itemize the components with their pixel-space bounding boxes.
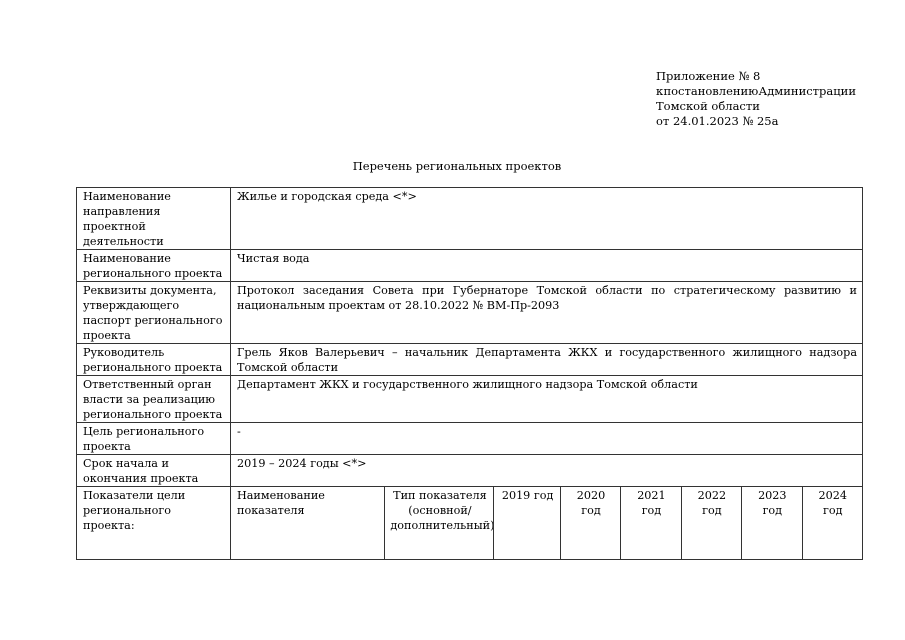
row-label: Цель регионального проекта bbox=[77, 423, 231, 455]
appendix-header bbox=[656, 69, 856, 129]
appendix-number: Приложение № 8 bbox=[656, 69, 761, 83]
row-value: Грель Яков Валерьевич – начальник Департамента ЖКХ и государственного жилищного надзора Томской области bbox=[231, 344, 863, 376]
appendix-region: Томской области bbox=[656, 99, 760, 113]
appendix-decree-word: постановлению bbox=[663, 84, 759, 98]
table-row bbox=[77, 250, 863, 282]
row-label: Реквизиты документа, утверждающего паспорт регионального проекта bbox=[77, 282, 231, 344]
row-label: Наименование направления проектной деятельности bbox=[77, 188, 231, 250]
document-title: Перечень региональных проектов bbox=[352, 159, 562, 173]
table-row bbox=[77, 423, 863, 455]
row-label: Руководитель регионального проекта bbox=[77, 344, 231, 376]
indicator-col-2019: 2019 год bbox=[493, 487, 559, 559]
row-value: 2019 – 2024 годы <*> bbox=[231, 455, 863, 487]
row-label: Срок начала и окончания проекта bbox=[77, 455, 231, 487]
appendix-decree-line bbox=[656, 84, 856, 99]
row-value: Протокол заседания Совета при Губернаторе Томской области по стратегическому развитию и национальным проектам от 28.10.2022 № ВМ-Пр-2093 bbox=[231, 282, 863, 344]
projects-table bbox=[76, 187, 863, 560]
row-label: Наименование регионального проекта bbox=[77, 250, 231, 282]
appendix-decree-prefix: к bbox=[656, 84, 664, 98]
row-value: - bbox=[231, 423, 863, 455]
row-value: Жилье и городская среда <*> bbox=[231, 188, 863, 250]
indicator-col-2020: 2020 год bbox=[560, 487, 620, 559]
indicator-col-2021: 2021 год bbox=[620, 487, 680, 559]
indicator-col-2024: 2024 год bbox=[802, 487, 862, 559]
indicators-label: Показатели цели регионального проекта: bbox=[77, 487, 231, 560]
indicators-row bbox=[77, 487, 863, 560]
appendix-date: от 24.01.2023 № 25а bbox=[656, 114, 779, 128]
table-row bbox=[77, 455, 863, 487]
table-row bbox=[77, 188, 863, 250]
table-row bbox=[77, 344, 863, 376]
row-label: Ответственный орган власти за реализацию регионального проекта bbox=[77, 376, 231, 423]
appendix-decree-admin: Администрации bbox=[758, 84, 856, 98]
table-row bbox=[77, 282, 863, 344]
indicators-grid bbox=[231, 487, 863, 560]
indicator-col-type: Тип показателя (основной/ дополнительный) bbox=[384, 487, 493, 559]
row-value: Чистая вода bbox=[231, 250, 863, 282]
indicator-col-2023: 2023 год bbox=[741, 487, 801, 559]
indicator-col-2022: 2022 год bbox=[681, 487, 741, 559]
table-row bbox=[77, 376, 863, 423]
row-value: Департамент ЖКХ и государственного жилищного надзора Томской области bbox=[231, 376, 863, 423]
indicator-col-name: Наименование показателя bbox=[237, 489, 325, 517]
